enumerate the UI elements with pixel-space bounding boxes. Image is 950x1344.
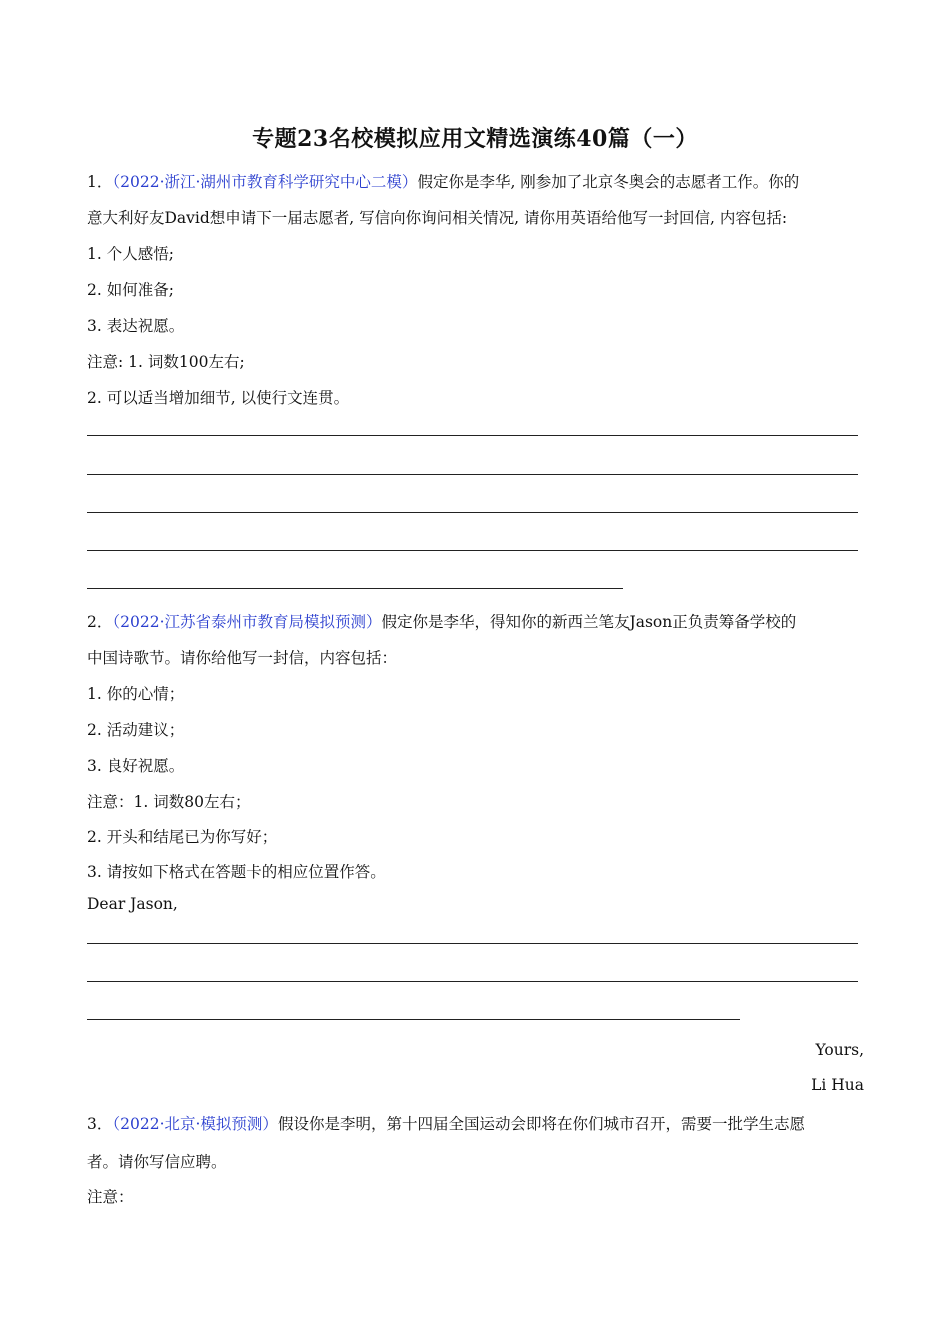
q2-note-3: 3. 请按如下格式在答题卡的相应位置作答。 [87, 863, 386, 881]
q2-prompt-line2: 中国诗歌节。请你给他写一封信，内容包括： [87, 649, 398, 667]
answer-line [87, 435, 858, 436]
q1-intro-line [87, 170, 799, 192]
q1-prompt-line2: 意大利好友David想申请下一届志愿者, 写信向你询问相关情况, 请你用英语给他写一封回信, 内容包括: [87, 209, 788, 227]
q3-source: （2022·北京·模拟预测） [112, 1115, 278, 1133]
answer-line [87, 588, 623, 589]
q2-note-2: 2. 开头和结尾已为你写好； [87, 828, 278, 846]
q3-prompt-line1: 假设你是李明，第十四届全国运动会即将在你们城市召开，需要一批学生志愿 [277, 1115, 805, 1133]
q1-source: （2022·浙江·湖州市教育科学研究中心二模） [112, 173, 418, 191]
q2-intro-line [87, 610, 796, 632]
answer-line [87, 550, 858, 551]
q3-intro-line [87, 1112, 805, 1134]
answer-line [87, 981, 858, 982]
q1-number: 1． [87, 173, 113, 191]
q2-signature: Li Hua [811, 1076, 864, 1094]
answer-line [87, 512, 858, 513]
q3-prompt-line2: 者。请你写信应聘。 [87, 1153, 227, 1171]
q2-closing: Yours, [815, 1041, 864, 1059]
answer-line [87, 943, 858, 944]
q2-note-1: 注意：1. 词数80左右； [87, 793, 251, 811]
q2-number: 2． [87, 613, 113, 631]
q1-note-1: 注意: 1. 词数100左右; [87, 353, 245, 371]
page-title: 专题23名校模拟应用文精选演练40篇（一） [252, 126, 698, 152]
q1-point-1: 1. 个人感悟; [87, 245, 174, 263]
q2-point-2: 2. 活动建议； [87, 721, 185, 739]
q2-source: （2022·江苏省泰州市教育局模拟预测） [112, 613, 382, 631]
q1-prompt-line1: 假定你是李华, 刚参加了北京冬奥会的志愿者工作。你的 [417, 173, 800, 191]
q1-point-3: 3. 表达祝愿。 [87, 317, 185, 335]
q3-note-label: 注意： [87, 1188, 134, 1206]
q2-point-3: 3. 良好祝愿。 [87, 757, 185, 775]
q2-point-1: 1. 你的心情； [87, 685, 185, 703]
answer-line [87, 474, 858, 475]
q2-salutation: Dear Jason, [87, 895, 178, 913]
answer-line [87, 1019, 740, 1020]
q3-number: 3． [87, 1115, 113, 1133]
q1-note-2: 2. 可以适当增加细节, 以使行文连贯。 [87, 389, 350, 407]
q1-point-2: 2. 如何准备; [87, 281, 174, 299]
q2-prompt-line1: 假定你是李华，得知你的新西兰笔友Jason正负责筹备学校的 [381, 613, 797, 631]
